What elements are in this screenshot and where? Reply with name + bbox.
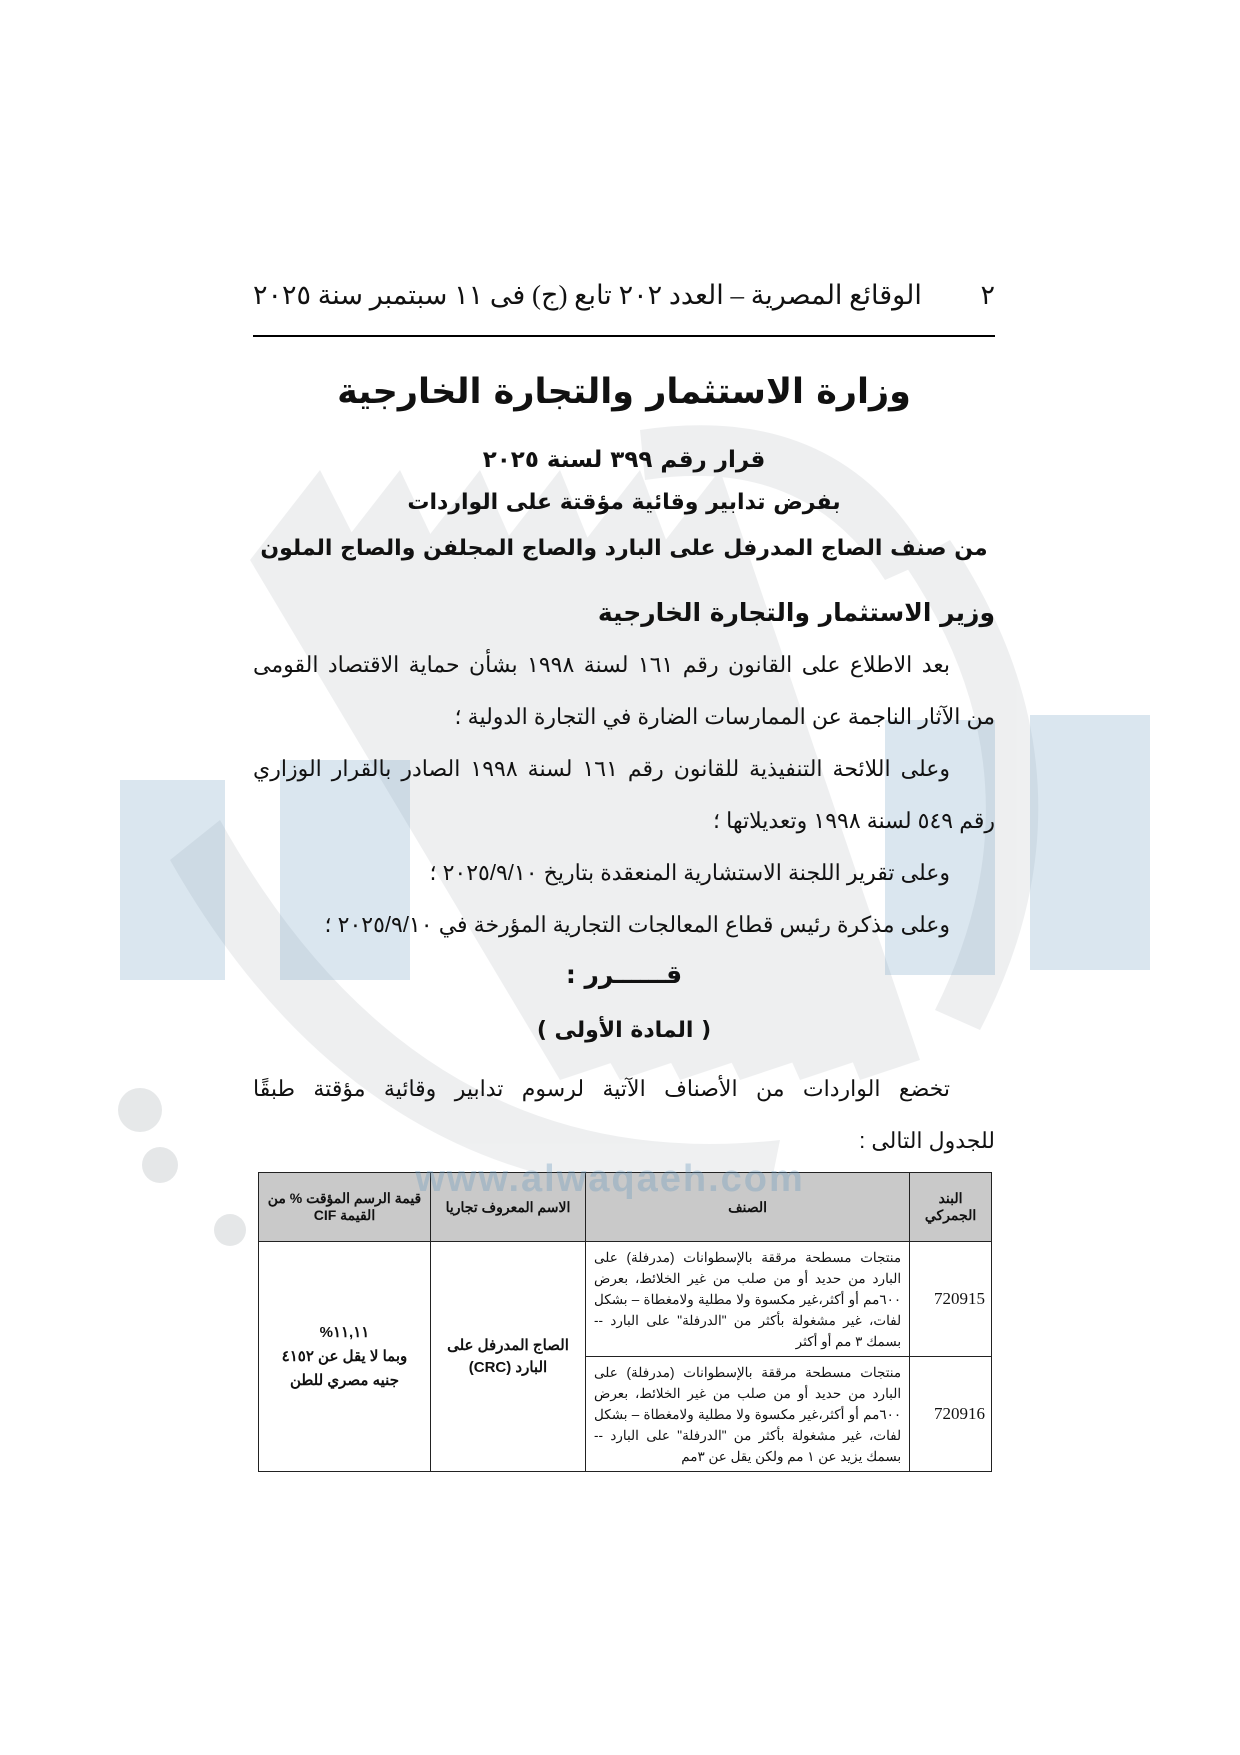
decree-number: قرار رقم ٣٩٩ لسنة ٢٠٢٥ xyxy=(482,447,766,473)
decree-subject-line-1: بفرض تدابير وقائية مؤقتة على الواردات xyxy=(407,490,841,515)
customs-code-cell: 720916 xyxy=(910,1357,992,1472)
table-row xyxy=(259,1242,992,1357)
header-duty: قيمة الرسم المؤقت % من القيمة CIF xyxy=(259,1173,431,1242)
gazette-header xyxy=(253,280,995,311)
header-customs-code: البند الجمركي xyxy=(910,1173,992,1242)
tariff-table xyxy=(258,1172,992,1472)
article-one-heading: ( المادة الأولى ) xyxy=(536,1018,712,1043)
decree-subject-line-2: من صنف الصاج المدرفل على البارد والصاج المجلفن والصاج الملون xyxy=(260,536,988,561)
header-trade-name: الاسم المعروف تجاريا xyxy=(430,1173,585,1242)
preamble-4: وعلى مذكرة رئيس قطاع المعالجات التجارية المؤرخة في ٢٠٢٥/٩/١٠ ؛ xyxy=(324,912,950,937)
trade-name-line-2: البارد (CRC) xyxy=(468,1358,548,1376)
page-number: ٢ xyxy=(980,280,995,310)
duty-cell xyxy=(259,1242,431,1472)
header-description: الصنف xyxy=(586,1173,910,1242)
trade-name-line-1: الصاج المدرفل على xyxy=(447,1336,569,1354)
duty-rate: ١١,١١% xyxy=(319,1323,370,1341)
trade-name-cell xyxy=(430,1242,585,1472)
customs-code-cell: 720915 xyxy=(910,1242,992,1357)
table-header-row xyxy=(259,1173,992,1242)
preamble-1-line-2: من الآثار الناجمة عن الممارسات الضارة في التجارة الدولية ؛ xyxy=(454,704,995,729)
decides-heading: قــــــرر : xyxy=(565,960,683,989)
duty-minimum-line-2: جنيه مصري للطن xyxy=(289,1371,399,1389)
description-cell: منتجات مسطحة مرققة بالإسطوانات (مدرفلة) على البارد من حديد أو من صلب من غير الخلائط، بعرض ٦٠٠مم أو أكثر،غير مكسوة ولا مطلية ولامغطاة – بشكل لفات، غير مشغولة بأكثر من "الدرفلة" على البارد -- بسمك يزيد عن ١ مم ولكن يقل عن ٣مم xyxy=(586,1357,910,1472)
watermark-url: www.alwaqaeh.com xyxy=(415,1158,805,1200)
article-one-text-line-1: تخضع الواردات من الأصناف الآتية لرسوم تدابير وقائية مؤقتة طبقًا xyxy=(253,1076,950,1101)
gazette-issue-line: الوقائع المصرية – العدد ٢٠٢ تابع (ج) فى ١١ سبتمبر سنة ٢٠٢٥ xyxy=(253,280,922,310)
duty-minimum-line-1: وبما لا يقل عن ٤١٥٢ xyxy=(281,1347,408,1365)
minister-heading: وزير الاستثمار والتجارة الخارجية xyxy=(597,598,995,627)
description-cell: منتجات مسطحة مرققة بالإسطوانات (مدرفلة) على البارد من حديد أو من صلب من غير الخلائط، بعرض ٦٠٠مم أو أكثر،غير مكسوة ولا مطلية ولامغطاة – بشكل لفات، غير مشغولة بأكثر من "الدرفلة" على البارد -- بسمك ٣ مم أو أكثر xyxy=(586,1242,910,1357)
header-divider xyxy=(253,335,995,337)
ministry-title: وزارة الاستثمار والتجارة الخارجية xyxy=(337,372,911,412)
preamble-2-line-2: رقم ٥٤٩ لسنة ١٩٩٨ وتعديلاتها ؛ xyxy=(713,808,995,833)
preamble-2-line-1: وعلى اللائحة التنفيذية للقانون رقم ١٦١ لسنة ١٩٩٨ الصادر بالقرار الوزاري xyxy=(253,756,950,781)
preamble-1-line-1: بعد الاطلاع على القانون رقم ١٦١ لسنة ١٩٩٨ بشأن حماية الاقتصاد القومى xyxy=(253,652,950,677)
article-one-text-line-2: للجدول التالى : xyxy=(859,1128,995,1153)
preamble-3: وعلى تقرير اللجنة الاستشارية المنعقدة بتاريخ ٢٠٢٥/٩/١٠ ؛ xyxy=(429,860,950,885)
